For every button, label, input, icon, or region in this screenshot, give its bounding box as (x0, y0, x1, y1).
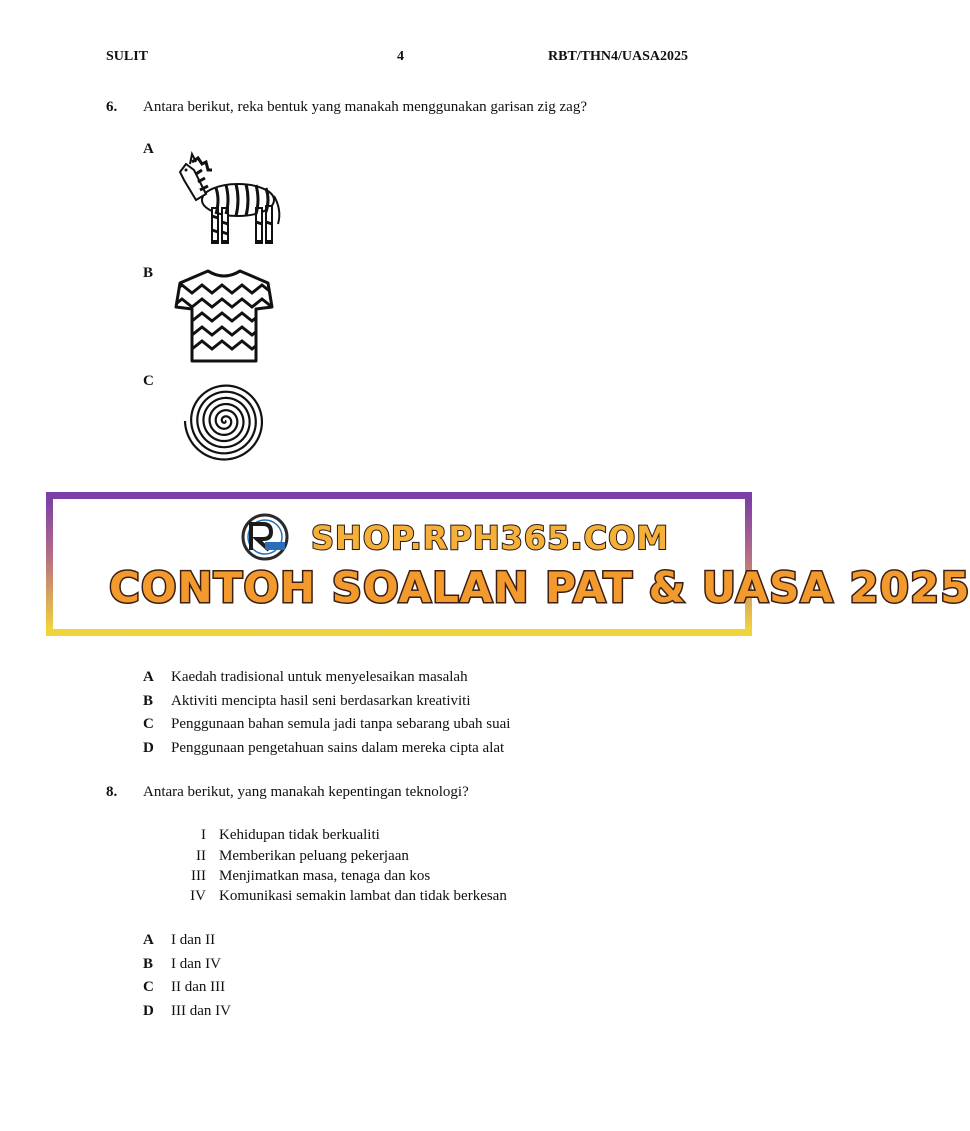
q6-number: 6. (106, 99, 118, 115)
header-sulit: SULIT (106, 49, 149, 64)
q8-option-b-text: I dan IV (171, 956, 221, 972)
q8-option-a-letter: A (143, 932, 154, 948)
q7-option-d-text: Penggunaan pengetahuan sains dalam mereka cipta alat (171, 740, 505, 756)
q7-option-c-text: Penggunaan bahan semula jadi tanpa sebarang ubah suai (171, 716, 511, 732)
q7-option-d-letter: D (143, 740, 154, 756)
page-number: 4 (397, 49, 404, 64)
zebra-icon (172, 150, 284, 250)
q8-option-c-text: II dan III (171, 979, 226, 995)
promo-banner (46, 492, 970, 636)
q8-statement-ii-text: Memberikan peluang pekerjaan (219, 848, 409, 864)
q8-statement-i-num: I (201, 827, 206, 843)
q8-statement-iii-num: III (191, 868, 206, 884)
banner-title: CONTOH SOALAN PAT & UASA 2025 (109, 563, 970, 612)
q7-option-c-letter: C (143, 716, 154, 732)
q8-statement-iv-text: Komunikasi semakin lambat dan tidak berkesan (219, 888, 507, 904)
q8-statement-iii-text: Menjimatkan masa, tenaga dan kos (219, 868, 431, 884)
q8-option-d-letter: D (143, 1003, 154, 1019)
q8-number: 8. (106, 784, 118, 800)
spiral-icon (182, 378, 268, 464)
q8-statement-i-text: Kehidupan tidak berkualiti (219, 827, 380, 843)
q8-text: Antara berikut, yang manakah kepentingan teknologi? (143, 784, 469, 800)
q7-option-b-text: Aktiviti mencipta hasil seni berdasarkan kreativiti (171, 693, 471, 709)
q7-option-b-letter: B (143, 693, 154, 709)
q6-option-b-letter: B (143, 265, 154, 281)
q7-option-a-text: Kaedah tradisional untuk menyelesaikan masalah (171, 669, 468, 685)
paper-code: RBT/THN4/UASA2025 (548, 49, 689, 64)
q8-statement-ii-num: II (196, 848, 206, 864)
zigzag-tshirt-icon (172, 263, 276, 367)
q8-option-b-letter: B (143, 956, 154, 972)
q6-option-a-letter: A (143, 141, 154, 157)
q8-option-d-text: III dan IV (171, 1003, 231, 1019)
banner-url: SHOP.RPH365.COM (311, 519, 670, 557)
q8-statement-iv-num: IV (190, 888, 206, 904)
q6-option-c-letter: C (143, 373, 154, 389)
q7-option-a-letter: A (143, 669, 154, 685)
q8-option-a-text: I dan II (171, 932, 216, 948)
q8-option-c-letter: C (143, 979, 154, 995)
q6-text: Antara berikut, reka bentuk yang manakah menggunakan garisan zig zag? (143, 99, 587, 115)
rph365-logo (237, 512, 293, 562)
